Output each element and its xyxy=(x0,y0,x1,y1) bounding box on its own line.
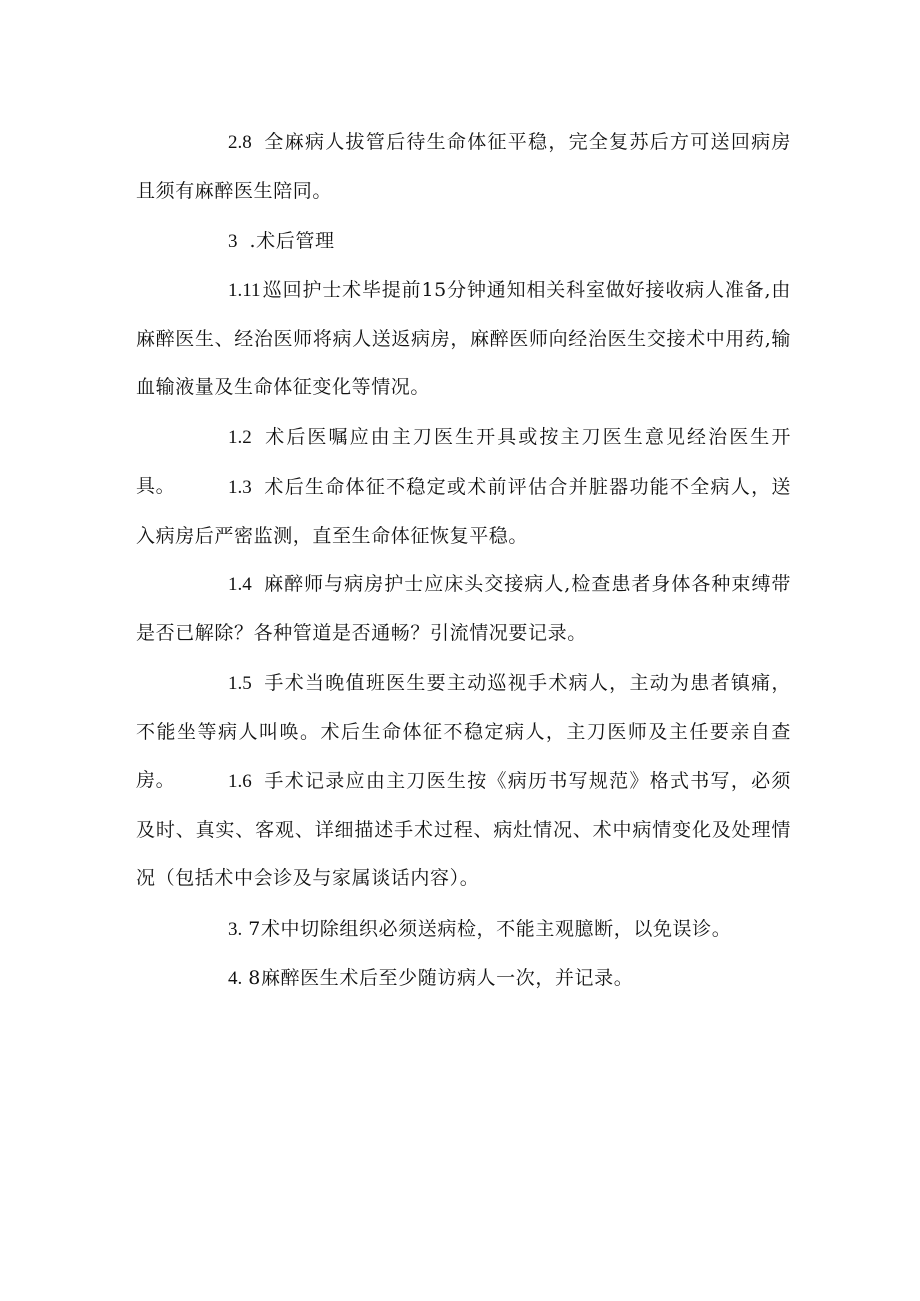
paragraph-text: 手术记录应由主刀医生按《病历书写规范》格式书写，必须及时、真实、客观、详细描述手术过程、病灶情况、术中病情变化及处理情况（包括术中会诊及与家属谈话内容）。 xyxy=(136,770,791,889)
paragraph-number: 1.5 xyxy=(228,673,252,694)
paragraph-number: 3 xyxy=(228,231,238,252)
paragraph-text: 8麻醉医生术后至少随访病人一次，并记录。 xyxy=(248,967,634,989)
paragraph-1-3 xyxy=(136,463,791,560)
paragraph-2-8 xyxy=(136,118,791,215)
paragraph-1-6 xyxy=(136,757,791,902)
paragraph-4-8 xyxy=(136,954,791,1003)
paragraph-number: 1.3 xyxy=(228,477,252,498)
paragraph-text: 手术当晚值班医生要主动巡视手术病人，主动为患者镇痛，不能坐等病人叫唤。术后生命体征不稳定病人，主刀医师及主任要亲自查房。 xyxy=(136,672,791,791)
paragraph-text: 7术中切除组织必须送病检，不能主观臆断，以免误诊。 xyxy=(248,918,732,940)
paragraph-text: 术后生命体征不稳定或术前评估合并脏器功能不全病人，送入病房后严密监测，直至生命体征恢复平稳。 xyxy=(136,476,791,547)
paragraph-text: 全麻病人拔管后待生命体征平稳，完全复苏后方可送回病房且须有麻醉医生陪同。 xyxy=(136,131,791,202)
paragraph-text: 巡回护士术毕提前15分钟通知相关科室做好接收病人准备,由麻醉医生、经治医师将病人送返病房，麻醉医师向经治医生交接术中用药,输血输液量及生命体征变化等情况。 xyxy=(136,279,791,398)
paragraph-number: 1.4 xyxy=(228,574,252,595)
paragraph-1-11 xyxy=(136,266,791,411)
paragraph-number: 1.11 xyxy=(228,280,261,301)
paragraph-number: 3. xyxy=(228,919,243,940)
paragraph-number: 4. xyxy=(228,968,243,989)
paragraph-text: 麻醉师与病房护士应床头交接病人,检查患者身体各种束缚带是否已解除？各种管道是否通畅？引流情况要记录。 xyxy=(136,573,791,644)
paragraph-text: 术后医嘱应由主刀医生开具或按主刀医生意见经治医生开具。 xyxy=(136,426,791,497)
section-heading-postop xyxy=(136,217,791,266)
paragraph-3-7 xyxy=(136,905,791,954)
section-heading-text: .术后管理 xyxy=(249,230,335,252)
paragraph-number: 2.8 xyxy=(228,132,252,153)
paragraph-1-4 xyxy=(136,560,791,657)
paragraph-number: 1.6 xyxy=(228,771,252,792)
paragraph-number: 1.2 xyxy=(228,427,252,448)
